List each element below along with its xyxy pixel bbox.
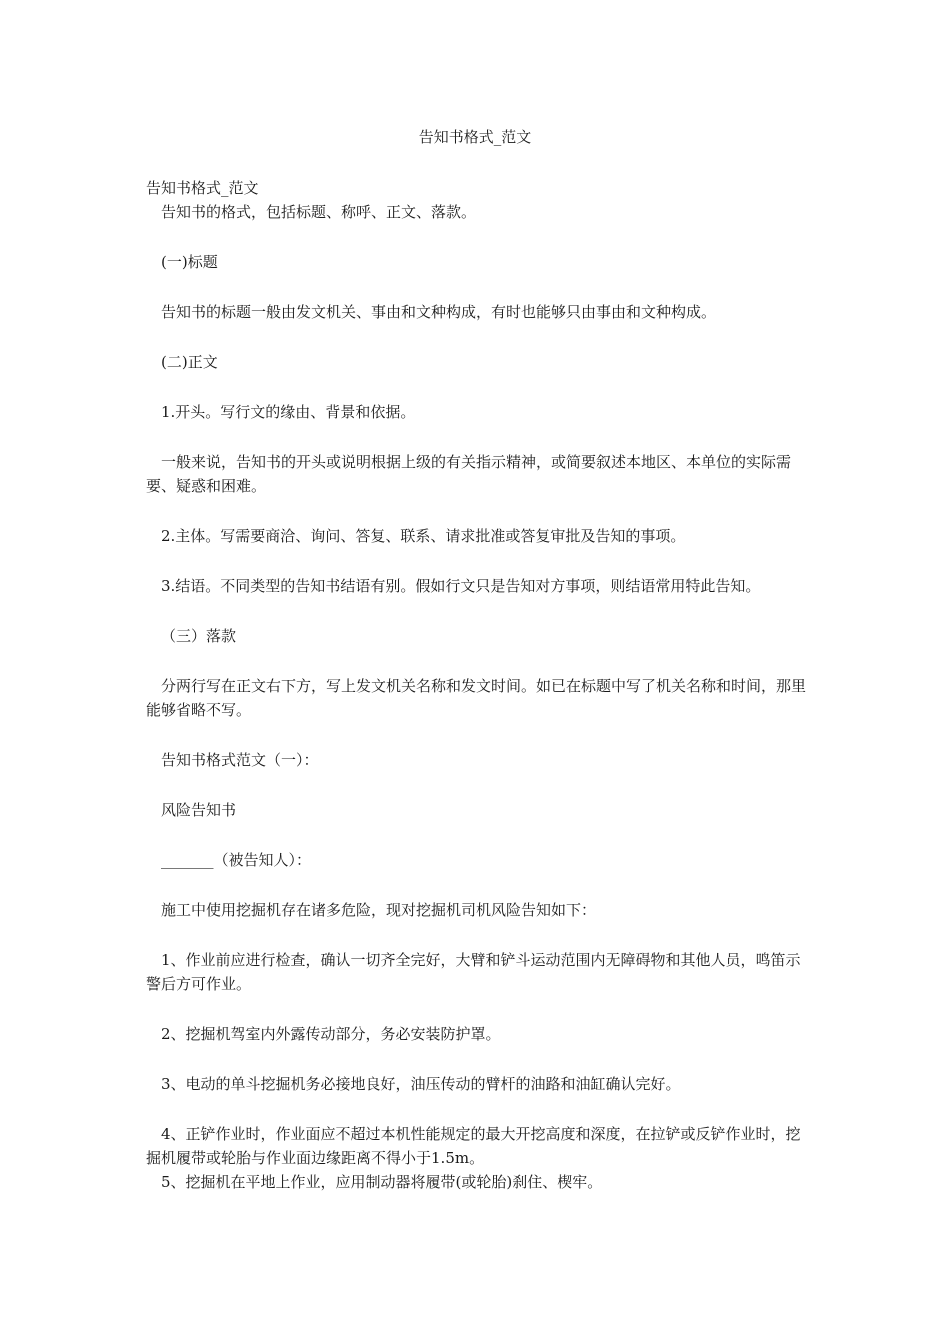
section-heading: (一)标题 bbox=[161, 253, 218, 271]
paragraph: 5、挖掘机在平地上作业，应用制动器将履带(或轮胎)刹住、楔牢。 bbox=[161, 1173, 603, 1191]
paragraph: 一般来说，告知书的开头或说明根据上级的有关指示精神，或简要叙述本地区、本单位的实际需要、疑惑和困难。 bbox=[146, 453, 792, 495]
paragraph: 告知书的格式，包括标题、称呼、正文、落款。 bbox=[161, 203, 477, 221]
paragraph: 告知书的标题一般由发文机关、事由和文种构成，有时也能够只由事由和文种构成。 bbox=[161, 303, 717, 321]
paragraph: 风险告知书 bbox=[161, 801, 237, 819]
paragraph: 2、挖掘机驾室内外露传动部分，务必安装防护罩。 bbox=[161, 1025, 501, 1043]
paragraph: 4、正铲作业时，作业面应不超过本机性能规定的最大开挖高度和深度，在拉铲或反铲作业时，挖掘机履带或轮胎与作业面边缘距离不得小于1.5m。 bbox=[146, 1125, 801, 1167]
paragraph: 施工中使用挖掘机存在诸多危险，现对挖掘机司机风险告知如下： bbox=[161, 901, 597, 919]
document-body bbox=[146, 176, 808, 1194]
section-heading: （三）落款 bbox=[161, 627, 237, 645]
paragraph: 3、电动的单斗挖掘机务必接地良好，油压传动的臂杆的油路和油缸确认完好。 bbox=[161, 1075, 681, 1093]
paragraph: _______（被告知人）： bbox=[161, 851, 312, 869]
paragraph: 1.开头。写行文的缘由、背景和依据。 bbox=[161, 403, 416, 421]
section-heading: (二)正文 bbox=[161, 353, 218, 371]
document-subtitle: 告知书格式_范文 bbox=[146, 179, 259, 197]
paragraph: 告知书格式范文（一）： bbox=[161, 751, 319, 769]
document-title: 告知书格式_范文 bbox=[418, 128, 532, 146]
paragraph: 分两行写在正文右下方，写上发文机关名称和发文时间。如已在标题中写了机关名称和时间，那里能够省略不写。 bbox=[146, 677, 807, 719]
paragraph: 1、作业前应进行检查，确认一切齐全完好，大臂和铲斗运动范围内无障碍物和其他人员，鸣笛示警后方可作业。 bbox=[146, 951, 801, 993]
paragraph: 3.结语。不同类型的告知书结语有别。假如行文只是告知对方事项，则结语常用特此告知。 bbox=[161, 577, 761, 595]
paragraph: 2.主体。写需要商洽、询问、答复、联系、请求批准或答复审批及告知的事项。 bbox=[161, 527, 686, 545]
